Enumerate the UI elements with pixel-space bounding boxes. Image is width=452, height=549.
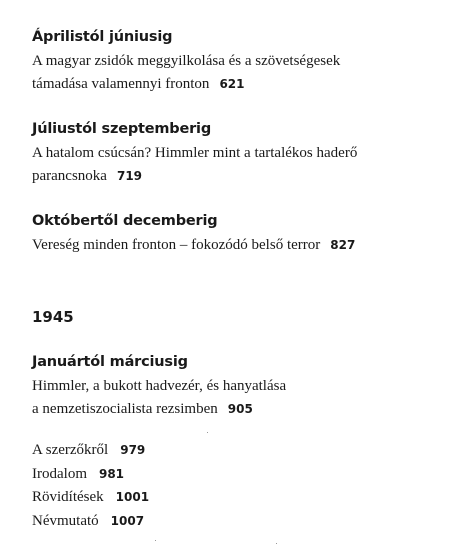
toc-description-line: Himmler, a bukott hadvezér, és hanyatlása (32, 378, 287, 394)
back-matter-label: Névmutató (32, 512, 99, 529)
scan-speck (155, 540, 156, 541)
toc-section-title: Januártól márciusig (32, 354, 188, 370)
table-of-contents (32, 27, 442, 533)
toc-section-october-december (32, 211, 442, 257)
toc-section-january-march (32, 352, 442, 421)
toc-section-description (32, 375, 442, 421)
toc-description-line: A magyar zsidók meggyilkolása és a szövetségesek (32, 53, 341, 69)
scan-speck (276, 543, 277, 544)
list-item (32, 463, 442, 487)
toc-description-line: parancsnoka (32, 168, 107, 184)
toc-page-number: 827 (330, 238, 356, 252)
year-heading: 1945 (32, 308, 74, 326)
toc-page-number: 905 (227, 402, 253, 416)
toc-page-number: 719 (116, 169, 143, 183)
toc-description-line: Vereség minden fronton – fokozódó belső terror (32, 237, 321, 253)
toc-section-description (32, 142, 442, 188)
back-matter-label: Irodalom (32, 465, 87, 482)
back-matter-label: A szerzőkről (32, 442, 109, 458)
toc-page-number: 979 (120, 443, 146, 457)
list-item (32, 510, 442, 534)
toc-section-april-june (32, 27, 442, 96)
back-matter-label: Rövidítések (32, 489, 104, 505)
toc-page-number: 1007 (110, 513, 145, 528)
list-item (32, 486, 442, 510)
toc-section-title: Áprilistól júniusig (32, 29, 173, 45)
toc-section-july-september (32, 119, 442, 188)
toc-description-line: a nemzetiszocialista rezsimben (32, 401, 218, 417)
toc-description-line: A hatalom csúcsán? Himmler mint a tartalékos haderő (32, 145, 358, 161)
scan-speck (207, 432, 208, 433)
list-item (32, 439, 442, 463)
back-matter-list (32, 439, 442, 533)
toc-section-title: Júliustól szeptemberig (32, 121, 211, 137)
toc-page-number: 1001 (115, 490, 150, 504)
toc-section-title: Októbertől decemberig (32, 213, 218, 229)
toc-section-description (32, 50, 442, 96)
toc-description-line: támadása valamennyi fronton (32, 76, 210, 92)
toc-section-description (32, 234, 442, 257)
toc-page-number: 981 (98, 466, 125, 481)
toc-page-number: 621 (219, 77, 245, 91)
